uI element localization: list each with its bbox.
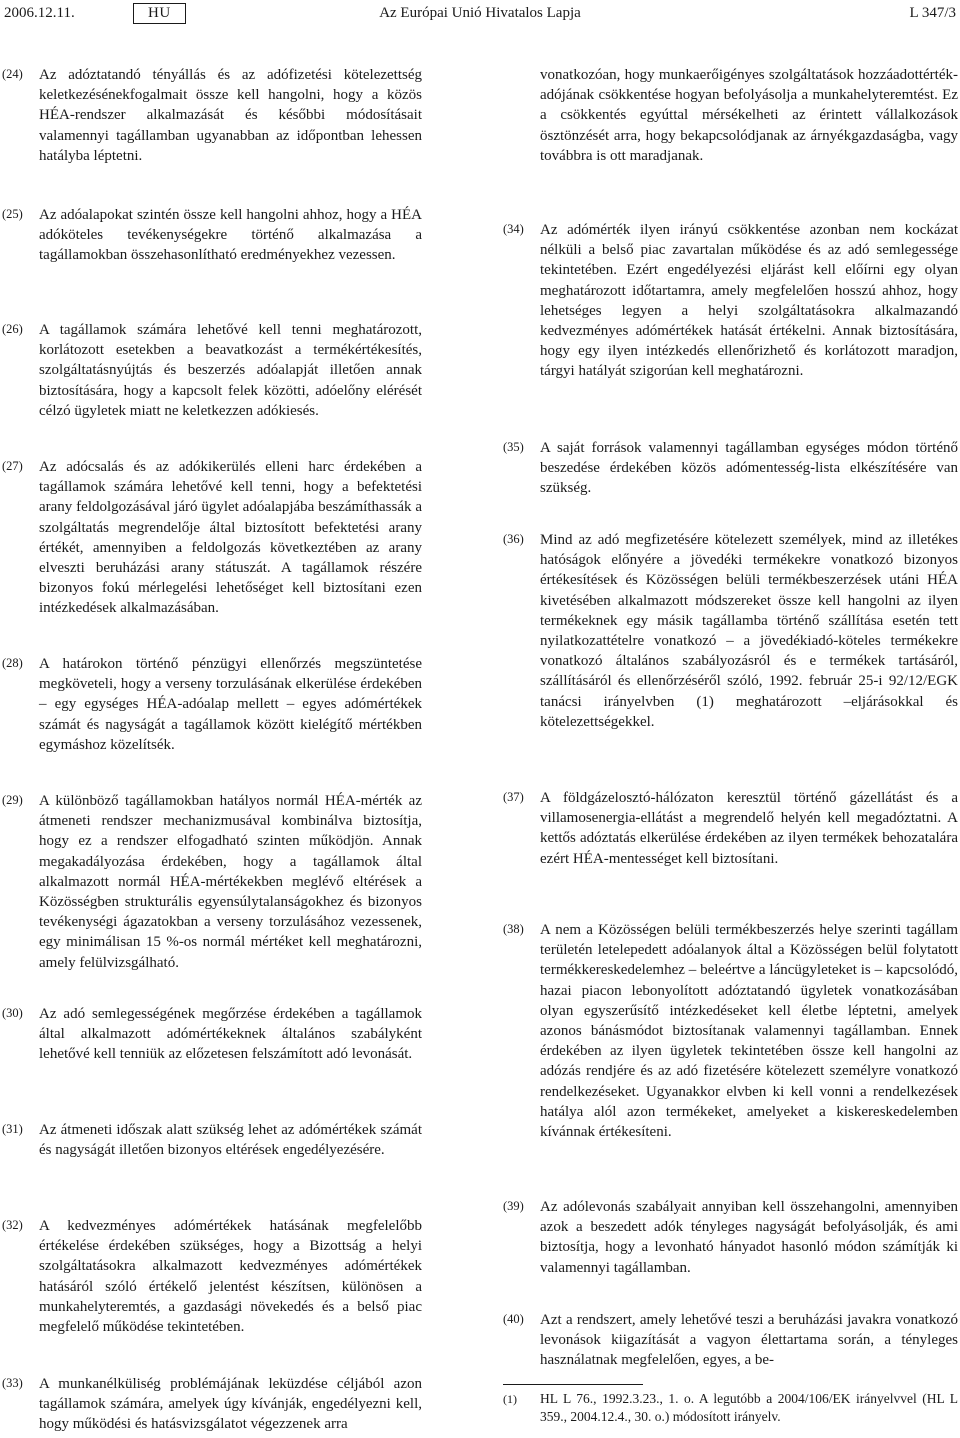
recital-number: (34) [503,222,524,236]
recital-24 [2,65,422,166]
recital-text: vonatkozóan, hogy munkaerőigényes szolgáltatások hozzáadottérték-adójának csökkentése hogyan befolyásolja a munkahelyteremtést. Ez a csökkentés egyúttal mérsékelheti az érintett vállalkozások ösztönzését arra, hogy bekapcsolódjanak az árnyékgazdaságba, vagy továbbra is ott maradjanak. [540,67,958,164]
recital-39 [503,1197,958,1278]
recital-number: (32) [2,1218,23,1232]
recital-36 [503,530,958,732]
footnote-divider [503,1384,643,1385]
recital-27 [2,457,422,619]
recital-number: (38) [503,922,524,936]
recital-number: (35) [503,440,524,454]
recital-text: A munkanélküliség problémájának leküzdése céljából azon tagállamok számára, amelyek úgy kívánják, engedélyezni kell, hogy működési és hatásvizsgálatot végezzenek arra [39,1376,422,1433]
recital-number: (27) [2,459,23,473]
recital-number: (24) [2,67,23,81]
footnote-text: HL L 76., 1992.3.23., 1. o. A legutóbb a 2004/106/EK irányelvvel (HL L 359., 2004.12.4., 30. o.) módosított irányelv. [540,1391,958,1424]
recital-text: A tagállamok számára lehetővé kell tenni meghatározott, korlátozott esetekben a beavatkozást a termékértékesítés, szolgáltatásnyújtás és beszerzés adóalapját illetően annak biztosítására, hogy a kapcsolt felek közötti, adóelőny elérését célzó ügyletek miatt ne keletkezzen adókiesés. [39,322,422,419]
recital-text: A különböző tagállamokban hatályos normál HÉA-mérték az átmeneti rendszer mechanizmusával kombinálva biztosítja, hogy ez a rendszer elfogadható szinten működjön. Annak megakadályozása érdekében, hogy a tagállamok által alkalmazott normál HÉA-mértékekben meglévő eltérések a Közösségben strukturális egyensúlytalanságokhez és bizonyos tevékenységi ágazatokban a verseny torzulásához vezessenek, egy minimálisan 15 %-os normál mértéket kell meghatározni, amely felülvizsgálható. [39,793,422,971]
recital-30 [2,1004,422,1065]
recital-text: Az adómérték ilyen irányú csökkentése azonban nem kockázat nélküli a belső piac zavartalan működése és az adó semlegessége tekintetében. Ezért engedélyezési eljárást kell előírni egy olyan meghatározott időtartamra, amely megfelelően hosszú ahhoz, hogy lehetséges legyen a helyi szolgáltatásokra alkalmazandó kedvezményes adómértékek hatását értékelni. Annak biztosítására, hogy egy ilyen intézkedés ellenőrizhető és korlátozott maradjon, tárgyi hatályát szigorúan kell meghatározni. [540,222,958,380]
recital-number: (33) [2,1376,23,1390]
recital-text: A határokon történő pénzügyi ellenőrzés megszüntetése megköveteli, hogy a verseny torzulásának elkerülése érdekében – egy egységes HÉA-adóalap mellett – egyes adómértékek számát és nagyságát a tagállamok között kielégítő mértékben egymáshoz közelítsék. [39,656,422,753]
recital-number: (25) [2,207,23,221]
recital-text: A kedvezményes adómértékek hatásának megfelelőbb értékelése érdekében szükséges, hogy a Bizottság a helyi szolgáltatásokra alkalmazott kedvezményes adómértékek hatásáról szóló értékelő jelentést készítsen, különösen a munkahelyteremtés, a gazdasági növekedés és a belső piac megfelelő működése tekintetében. [39,1218,422,1336]
page-header [0,0,960,30]
recital-25 [2,205,422,266]
recital-33-continued [503,65,958,166]
footnote-number: (1) [503,1392,517,1406]
recital-34 [503,220,958,382]
recital-35 [503,438,958,499]
recital-text: Az adóztatandó tényállás és az adófizetési kötelezettség keletkezésénekfogalmait össze kell hangolni, hogy a közös HÉA-rendszer alkalmazását és későbbi módosításait valamennyi tagállamban ugyanabban az időpontban lehessen hatályba léptetni. [39,67,422,164]
recital-text: Az adó semlegességének megőrzése érdekében a tagállamok által alkalmazott adómértékeknek általános szabályként lehetővé kell tenniük az előzetesen felszámított adó levonását. [39,1006,422,1063]
footnote [503,1390,958,1426]
recital-number: (39) [503,1199,524,1213]
recital-text: Mind az adó megfizetésére kötelezett személyek, mind az illetékes hatóságok előnyére a jövedéki termékekre vonatkozó bizonyos értékesítések és Közösségen belüli termékbeszerzések utáni HÉA kivetésében alkalmazott módszereket össze kell hangolni az ilyen termékeknek egy másik tagállamba történő szállítása esetén tett nyilatkozattételre vonatkozó – a jövedékiadó-köteles termékekre vonatkozó általános szabályozásról és e termékek tartásáról, szállításáról és ellenőrzéséről szóló, 1992. február 25-i 92/12/EGK tanácsi irányelvben (1) meghatározott –eljárásokkal és kötelezettségekkel. [540,532,958,730]
recital-28 [2,654,422,755]
issue-date: 2006.12.11. [4,5,75,21]
recital-text: Az átmeneti időszak alatt szükség lehet az adómértékek számát és nagyságát illetően bizonyos eltérések engedélyezésére. [39,1122,422,1159]
recital-32 [2,1216,422,1337]
recital-26 [2,320,422,421]
recital-number: (36) [503,532,524,546]
page-number: L 347/3 [909,5,956,21]
recital-number: (40) [503,1312,524,1326]
recital-33 [2,1374,422,1435]
recital-text: Azt a rendszert, amely lehetővé teszi a beruházási javakra vonatkozó levonások kiigazítását a vagyon élettartama során, a tényleges használatnak megfelelően, egyes, a be- [540,1312,958,1369]
recital-text: A földgázelosztó-hálózaton keresztül történő gázellátást és a villamosenergia-ellátást a megrendelő helyén kell megadóztatni. A kettős adóztatás elkerülése érdekében az ilyen termékek behozatalára ezért HÉA-mentességet kell biztosítani. [540,790,958,867]
recital-number: (31) [2,1122,23,1136]
recital-29 [2,791,422,973]
recital-text: A nem a Közösségen belüli termékbeszerzés helye szerinti tagállam területén letelepedett adóalanyok által a Közösségen belül folytatott termékkereskedelemhez – beleértve a láncügyleteket is – kapcsolódó, hazai piacon lebonyolított adóztatandó ügyletek vonatkozásában olyan egyszerűsítő intézkedéseket kell életbe léptetni, amelyek azonos bánásmódot biztosítanak valamennyi tagállamban. Ennek érdekében az ilyen ügyletek tekintetében össze kell hangolni az adózás rendjére és az adó fizetésére kötelezett személyre vonatkozó rendelkezéseket. Ugyanakkor elvben ki kell vonni a rendelkezések hatálya alól azon termékeket, amelyeket a kiskereskedelemben kívánnak értékesíteni. [540,922,958,1141]
recital-number: (30) [2,1006,23,1020]
recital-text: Az adócsalás és az adókikerülés elleni harc érdekében a tagállamok számára lehetővé kell tenni, hogy a befektetési arany feldolgozásával járó ügylet adóalapjába beszámíthassák a szolgáltatás megrendelője által biztosított befektetési arany értékét, amennyiben a feldolgozás következtében az arany elveszti beruházási arany státuszát. A tagállamok részére bizonyos fokú mérlegelési lehetőséget kell biztosítani ezen intézkedések alkalmazásában. [39,459,422,617]
language-badge: HU [133,3,186,24]
recital-40 [503,1310,958,1371]
recital-31 [2,1120,422,1160]
recital-number: (26) [2,322,23,336]
recital-37 [503,788,958,869]
recital-number: (28) [2,656,23,670]
recital-number: (29) [2,793,23,807]
journal-title: Az Európai Unió Hivatalos Lapja [379,5,581,21]
recital-number: (37) [503,790,524,804]
recital-text: Az adólevonás szabályait annyiban kell összehangolni, amennyiben azok a beszedett adók tényleges nagyságát befolyásolják, és ami biztosítja, hogy a levonható hányadot hasonló módon számítják ki valamennyi tagállamban. [540,1199,958,1276]
recital-text: A saját források valamennyi tagállamban egységes módon történő beszedése érdekében közös adómentesség-lista elkészítésére van szükség. [540,440,958,497]
recital-text: Az adóalapokat szintén össze kell hangolni ahhoz, hogy a HÉA adóköteles tevékenységekre történő alkalmazása a tagállamokban összehasonlítható eredményekhez vezessen. [39,207,422,264]
recital-38 [503,920,958,1142]
